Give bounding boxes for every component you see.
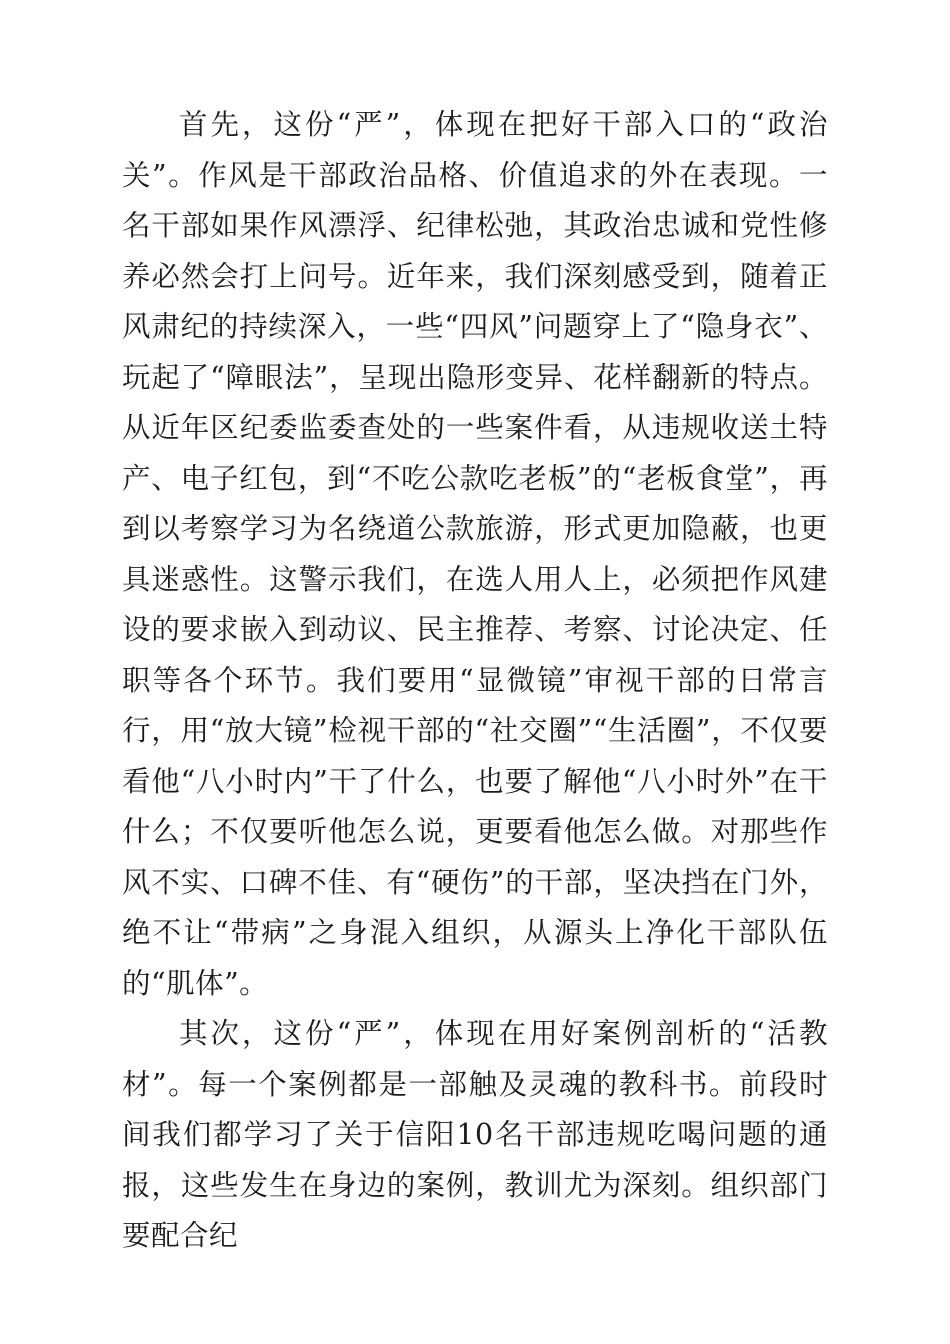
paragraph-1: 首先，这份“严”，体现在把好干部入口的“政治关”。作风是干部政治品格、价值追求的外在表现。一名干部如果作风漂浮、纪律松弛，其政治忠诚和党性修养必然会打上问号。近年来，我们深刻感受到，随着正风肃纪的持续深入，一些“四风”问题穿上了“隐身衣”、玩起了“障眼法”，呈现出隐形变异、花样翻新的特点。从近年区纪委监委查处的一些案件看，从违规收送土特产、电子红包，到“不吃公款吃老板”的“老板食堂”，再到以考察学习为名绕道公款旅游，形式更加隐蔽，也更具迷惑性。这警示我们，在选人用人上，必须把作风建设的要求嵌入到动议、民主推荐、考察、讨论决定、任职等各个环节。我们要用“显微镜”审视干部的日常言行，用“放大镜”检视干部的“社交圈”“生活圈”，不仅要看他“八小时内”干了什么，也要了解他“八小时外”在干什么；不仅要听他怎么说，更要看他怎么做。对那些作风不实、口碑不佳、有“硬伤”的干部，坚决挡在门外，绝不让“带病”之身混入组织，从源头上净化干部队伍的“肌体”。 <box>122 108 828 1000</box>
paragraph-2: 其次，这份“严”，体现在用好案例剖析的“活教材”。每一个案例都是一部触及灵魂的教科书。前段时间我们都学习了关于信阳10名干部违规吃喝问题的通报，这些发生在身边的案例，教训尤为深刻。组织部门要配合纪 <box>122 1017 828 1252</box>
document-body <box>122 100 828 1262</box>
